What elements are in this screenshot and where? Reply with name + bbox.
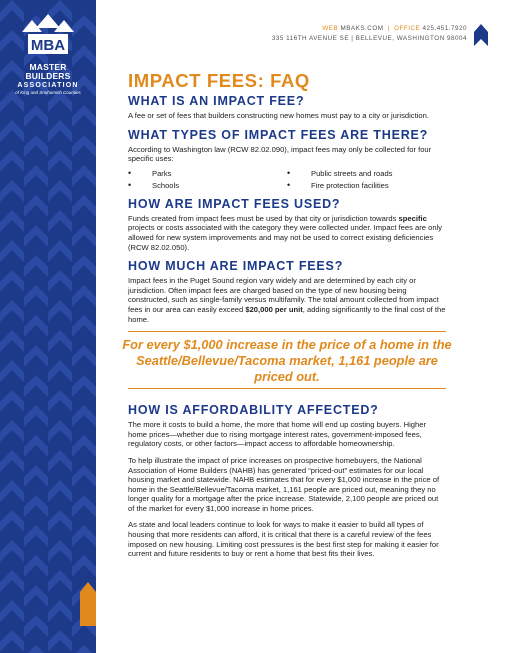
orange-ribbon-icon bbox=[80, 582, 96, 626]
chevron-shape bbox=[24, 285, 48, 307]
chevron-shape bbox=[0, 450, 24, 472]
chevron-shape bbox=[0, 270, 24, 292]
chevron-shape bbox=[48, 630, 72, 652]
chevron-shape bbox=[24, 315, 48, 337]
types-paragraph: According to Washington law (RCW 82.02.090), impact fees may only be collected for four specific uses: bbox=[128, 144, 432, 164]
list-item: • Schools bbox=[128, 179, 180, 190]
heading-types: WHAT TYPES OF IMPACT FEES ARE THERE? bbox=[128, 127, 429, 142]
chevron-shape bbox=[0, 150, 24, 172]
affordability-paragraph-3: As state and local leaders continue to look for ways to make it easier to build all types of housing that more residents can afford, it is critical that there is a careful review of the fees imposed on new housing. Limiting cost pressures is the best first step for making it easier for current and future residents to buy or rent a home that best fits their lives. bbox=[128, 520, 439, 559]
logo-line1: MASTER BUILDERS bbox=[25, 62, 71, 81]
heading-affordability: HOW IS AFFORDABILITY AFFECTED? bbox=[128, 403, 379, 418]
chevron-shape bbox=[72, 255, 96, 277]
chevron-shape bbox=[48, 270, 72, 292]
chevron-shape bbox=[0, 360, 24, 382]
chevron-shape bbox=[0, 330, 24, 352]
chevron-shape bbox=[0, 180, 24, 202]
chevron-shape bbox=[24, 165, 48, 187]
chevron-shape bbox=[24, 255, 48, 277]
logo-line2: ASSOCIATION bbox=[17, 82, 79, 89]
pull-quote: For every $1,000 increase in the price of a home in the Seattle/Bellevue/Tacoma market, 1,161 people are priced out. bbox=[122, 337, 452, 385]
web-value: MBAKS.COM bbox=[340, 25, 384, 32]
chevron-shape bbox=[48, 120, 72, 142]
chevron-shape bbox=[72, 105, 96, 127]
chevron-shape bbox=[48, 360, 72, 382]
web-label: WEB bbox=[322, 25, 339, 32]
chevron-shape bbox=[48, 570, 72, 592]
affordability-paragraph-1: The more it costs to build a home, the more that home will end up costing buyers. Higher home prices—whether due to rising mortgage interest rates, government-imposed fees, regulatory costs, or other factors—impact access to affordable homeownership. bbox=[128, 420, 426, 449]
navy-ribbon-icon bbox=[474, 24, 488, 46]
chevron-shape bbox=[72, 555, 96, 577]
list-item: • Fire protection facilities bbox=[287, 179, 389, 190]
chevron-shape bbox=[48, 480, 72, 502]
address: 335 116TH AVENUE SE | BELLEVUE, WASHINGTON 98004 bbox=[271, 35, 467, 42]
house-logo-icon bbox=[20, 10, 76, 56]
chevron-shape bbox=[24, 435, 48, 457]
chevron-shape bbox=[24, 225, 48, 247]
chevron-pattern bbox=[0, 0, 96, 653]
chevron-shape bbox=[72, 135, 96, 157]
chevron-shape bbox=[0, 420, 24, 442]
chevron-shape bbox=[48, 210, 72, 232]
chevron-shape bbox=[48, 150, 72, 172]
chevron-shape bbox=[72, 285, 96, 307]
used-paragraph: Funds created from impact fees must be used by that city or jurisdiction towards specific projects or costs associated with the category they were collected under. Impact fees are only allowed for new system improvements and may not be used to correct existing deficiencies (RCW 82.02.050). bbox=[128, 213, 443, 252]
chevron-shape bbox=[72, 525, 96, 547]
chevron-shape bbox=[0, 510, 24, 532]
chevron-shape bbox=[48, 420, 72, 442]
chevron-shape bbox=[48, 450, 72, 472]
divider bbox=[128, 331, 446, 332]
chevron-shape bbox=[24, 405, 48, 427]
logo bbox=[6, 10, 90, 96]
what-paragraph: A fee or set of fees that builders constructing new homes must pay to a city or jurisdiction. bbox=[128, 111, 429, 120]
chevron-shape bbox=[72, 495, 96, 517]
heading-what: WHAT IS AN IMPACT FEE? bbox=[128, 94, 305, 108]
logo-line3: of King and Snohomish Counties bbox=[15, 90, 81, 95]
list-item: • Public streets and roads bbox=[287, 167, 393, 178]
chevron-shape bbox=[48, 240, 72, 262]
chevron-shape bbox=[24, 345, 48, 367]
divider bbox=[128, 388, 446, 389]
chevron-shape bbox=[72, 345, 96, 367]
chevron-shape bbox=[0, 480, 24, 502]
logo-mark: MBA bbox=[30, 37, 66, 54]
office-label: OFFICE bbox=[394, 25, 421, 32]
heading-much: HOW MUCH ARE IMPACT FEES? bbox=[128, 259, 344, 274]
chevron-shape bbox=[72, 195, 96, 217]
heading-used: HOW ARE IMPACT FEES USED? bbox=[128, 196, 341, 211]
chevron-shape bbox=[0, 300, 24, 322]
chevron-shape bbox=[24, 495, 48, 517]
chevron-shape bbox=[0, 210, 24, 232]
chevron-shape bbox=[0, 600, 24, 622]
office-value: 425.451.7920 bbox=[422, 25, 467, 32]
chevron-shape bbox=[0, 540, 24, 562]
chevron-shape bbox=[72, 165, 96, 187]
chevron-shape bbox=[48, 330, 72, 352]
left-sidebar bbox=[0, 0, 96, 653]
chevron-shape bbox=[48, 390, 72, 412]
chevron-shape bbox=[0, 570, 24, 592]
types-list bbox=[128, 169, 446, 190]
main-content bbox=[122, 70, 452, 562]
chevron-shape bbox=[24, 375, 48, 397]
chevron-shape bbox=[24, 465, 48, 487]
chevron-shape bbox=[72, 375, 96, 397]
chevron-shape bbox=[48, 180, 72, 202]
chevron-shape bbox=[24, 555, 48, 577]
chevron-shape bbox=[24, 195, 48, 217]
chevron-shape bbox=[24, 615, 48, 637]
chevron-shape bbox=[24, 585, 48, 607]
list-item: • Parks bbox=[128, 167, 172, 178]
contact-info: WEB MBAKS.COM | OFFICE 425.451.7920 335 116TH AVENUE SE | BELLEVUE, WASHINGTON 98004 bbox=[271, 25, 467, 42]
chevron-shape bbox=[24, 645, 48, 653]
chevron-shape bbox=[72, 315, 96, 337]
chevron-shape bbox=[72, 435, 96, 457]
much-paragraph: Impact fees in the Puget Sound region vary widely and are determined by each city or jurisdiction. Often impact fees are charged based on the type of new housing being constructed, such as single-family versus multifamily. The total amount collected from impact fees in our area can easily exceed $20,000 per unit, adding significantly to the final cost of the home. bbox=[128, 276, 446, 324]
chevron-shape bbox=[24, 135, 48, 157]
chevron-shape bbox=[48, 600, 72, 622]
chevron-shape bbox=[72, 645, 96, 653]
chevron-shape bbox=[48, 510, 72, 532]
affordability-paragraph-2: To help illustrate the impact of price increases on prospective homebuyers, the National Association of Home Builders (NAHB) has generated “priced-out” estimates for our local housing market and statewide. NAHB estimates that for every $1,000 increase in the price of home in the Seattle/Bellevue/Tacoma market, 1,161 people are priced out, meaning they no longer quality for a mortgage after the price increase. Statewide, 2,100 people are priced out of the market for every $1,000 increase in home prices. bbox=[128, 455, 440, 513]
chevron-shape bbox=[0, 240, 24, 262]
chevron-shape bbox=[72, 225, 96, 247]
page-title: IMPACT FEES: FAQ bbox=[128, 70, 310, 91]
chevron-shape bbox=[0, 390, 24, 412]
chevron-shape bbox=[48, 300, 72, 322]
chevron-shape bbox=[72, 405, 96, 427]
chevron-shape bbox=[24, 105, 48, 127]
chevron-shape bbox=[24, 525, 48, 547]
chevron-shape bbox=[0, 120, 24, 142]
chevron-shape bbox=[0, 630, 24, 652]
chevron-shape bbox=[72, 465, 96, 487]
chevron-shape bbox=[48, 540, 72, 562]
